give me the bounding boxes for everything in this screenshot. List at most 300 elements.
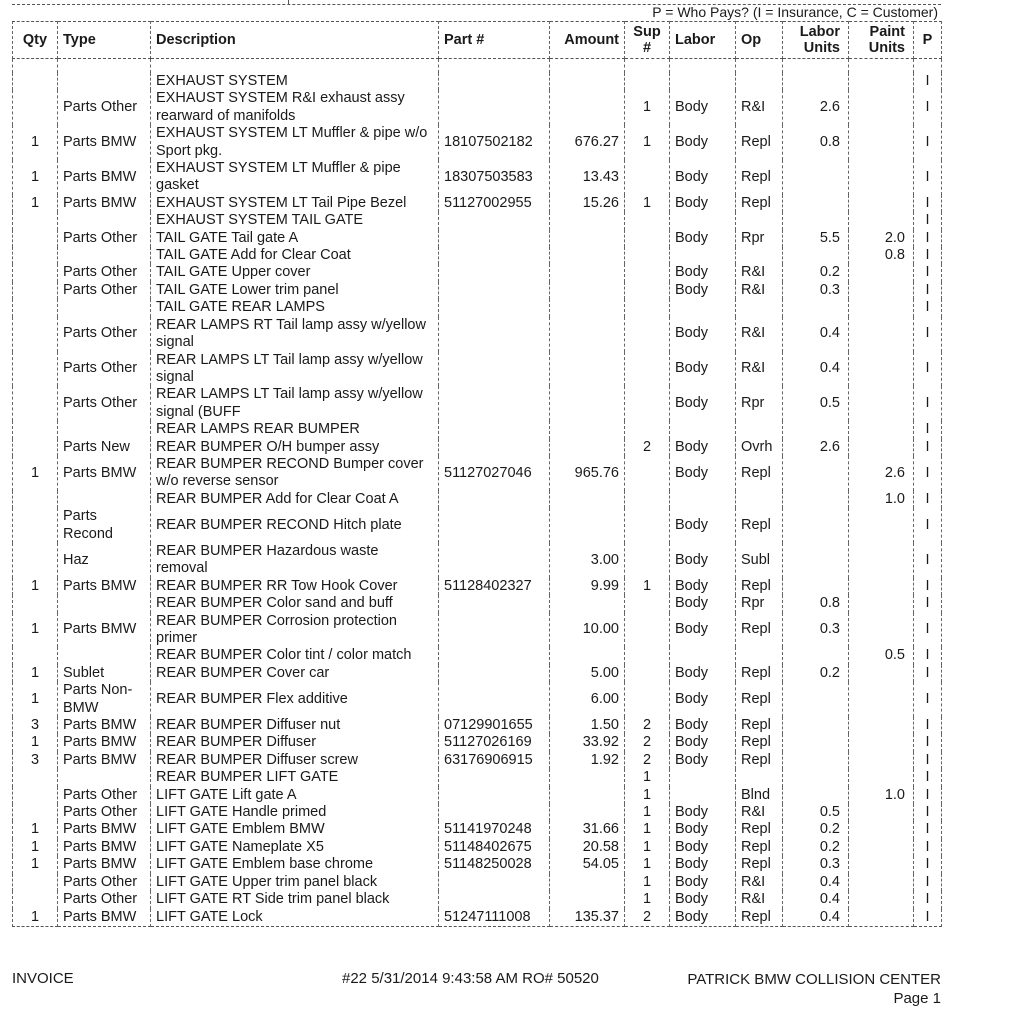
col-header-sup: Sup # — [625, 22, 670, 59]
cell-description: REAR BUMPER RECOND Hitch plate — [151, 508, 439, 543]
cell-amount: 3.00 — [550, 543, 625, 578]
cell-sup: 2 — [625, 734, 670, 751]
table-row — [13, 647, 942, 664]
cell-description: TAIL GATE Tail gate A — [151, 230, 439, 247]
table-row — [13, 909, 942, 927]
cell-amount — [550, 317, 625, 352]
cell-qty — [13, 804, 58, 821]
cell-description: REAR BUMPER O/H bumper assy — [151, 439, 439, 456]
cell-labor-units: 0.4 — [783, 909, 849, 927]
cell-qty — [13, 508, 58, 543]
table-row — [13, 752, 942, 769]
col-header-amount: Amount — [550, 22, 625, 59]
spacer-cell — [914, 59, 942, 74]
cell-qty — [13, 282, 58, 299]
cell-description: EXHAUST SYSTEM — [151, 73, 439, 90]
cell-sup — [625, 456, 670, 491]
cell-qty: 1 — [13, 456, 58, 491]
cell-type — [58, 421, 151, 438]
cell-payer: I — [914, 264, 942, 281]
cell-op — [736, 212, 783, 229]
cell-labor-units — [783, 491, 849, 508]
cell-type: Parts Other — [58, 90, 151, 125]
cell-qty: 1 — [13, 160, 58, 195]
cell-sup — [625, 73, 670, 90]
shop-name: PATRICK BMW COLLISION CENTER — [687, 971, 941, 988]
cell-type: Parts Recond — [58, 508, 151, 543]
table-row — [13, 90, 942, 125]
cell-part-number: 51127027046 — [439, 456, 550, 491]
cell-paint-units — [849, 73, 914, 90]
cell-paint-units — [849, 909, 914, 927]
cell-labor: Body — [670, 439, 736, 456]
cell-sup: 2 — [625, 752, 670, 769]
cell-part-number: 51141970248 — [439, 821, 550, 838]
cell-op: Repl — [736, 752, 783, 769]
cell-labor: Body — [670, 508, 736, 543]
cell-description: TAIL GATE Upper cover — [151, 264, 439, 281]
cell-qty: 1 — [13, 839, 58, 856]
cell-payer: I — [914, 421, 942, 438]
table-row — [13, 787, 942, 804]
cell-paint-units — [849, 439, 914, 456]
cell-part-number — [439, 595, 550, 612]
cell-description: REAR BUMPER Flex additive — [151, 682, 439, 717]
cell-part-number: 51127026169 — [439, 734, 550, 751]
cell-qty: 1 — [13, 821, 58, 838]
cell-amount — [550, 508, 625, 543]
invoice-line-items-table — [12, 21, 942, 927]
cell-paint-units — [849, 212, 914, 229]
cell-labor-units: 2.6 — [783, 90, 849, 125]
cell-amount: 1.50 — [550, 717, 625, 734]
cell-op: R&I — [736, 317, 783, 352]
cell-paint-units — [849, 90, 914, 125]
cell-type: Parts BMW — [58, 125, 151, 160]
cell-sup — [625, 212, 670, 229]
cell-paint-units — [849, 874, 914, 891]
cell-qty — [13, 212, 58, 229]
cell-qty: 1 — [13, 578, 58, 595]
cell-part-number — [439, 891, 550, 908]
cell-paint-units — [849, 613, 914, 648]
cell-labor: Body — [670, 909, 736, 927]
table-row — [13, 821, 942, 838]
cell-type: Parts Other — [58, 891, 151, 908]
cell-sup: 2 — [625, 909, 670, 927]
cell-type — [58, 647, 151, 664]
cell-type — [58, 299, 151, 316]
cell-labor-units: 0.5 — [783, 804, 849, 821]
cell-labor: Body — [670, 665, 736, 682]
cell-paint-units: 1.0 — [849, 491, 914, 508]
invoice-reference: #22 5/31/2014 9:43:58 AM RO# 50520 — [342, 970, 599, 987]
cell-description: REAR BUMPER Diffuser — [151, 734, 439, 751]
spacer-cell — [670, 59, 736, 74]
cell-op: R&I — [736, 264, 783, 281]
cell-sup — [625, 491, 670, 508]
cell-type: Parts BMW — [58, 195, 151, 212]
cell-payer: I — [914, 804, 942, 821]
cell-type: Parts BMW — [58, 613, 151, 648]
cell-paint-units — [849, 769, 914, 786]
cell-sup — [625, 264, 670, 281]
table-row — [13, 352, 942, 387]
table-row — [13, 804, 942, 821]
cell-amount: 10.00 — [550, 613, 625, 648]
cell-qty — [13, 386, 58, 421]
cell-amount — [550, 439, 625, 456]
cell-amount — [550, 595, 625, 612]
cell-type — [58, 247, 151, 264]
table-header-row — [13, 22, 942, 59]
col-header-labor-units: Labor Units — [783, 22, 849, 59]
cell-payer: I — [914, 212, 942, 229]
cell-qty: 1 — [13, 613, 58, 648]
cell-qty — [13, 247, 58, 264]
cell-part-number — [439, 682, 550, 717]
cell-labor-units: 0.3 — [783, 856, 849, 873]
cell-payer: I — [914, 769, 942, 786]
cell-paint-units: 2.0 — [849, 230, 914, 247]
cell-qty: 3 — [13, 717, 58, 734]
cell-sup — [625, 665, 670, 682]
cell-op: Repl — [736, 195, 783, 212]
cell-payer: I — [914, 352, 942, 387]
spacer-cell — [58, 59, 151, 74]
cell-paint-units — [849, 595, 914, 612]
cell-labor-units — [783, 421, 849, 438]
cell-description: LIFT GATE Upper trim panel black — [151, 874, 439, 891]
cell-labor-units — [783, 195, 849, 212]
cell-sup — [625, 230, 670, 247]
cell-part-number — [439, 769, 550, 786]
spacer-row — [13, 59, 942, 74]
col-header-type: Type — [58, 22, 151, 59]
cell-labor: Body — [670, 839, 736, 856]
cell-part-number — [439, 247, 550, 264]
cell-description: LIFT GATE RT Side trim panel black — [151, 891, 439, 908]
cell-description: REAR BUMPER Diffuser nut — [151, 717, 439, 734]
cell-labor-units: 0.4 — [783, 352, 849, 387]
cell-amount — [550, 90, 625, 125]
cell-op: Repl — [736, 456, 783, 491]
cell-description: REAR BUMPER Color tint / color match — [151, 647, 439, 664]
cell-payer: I — [914, 734, 942, 751]
cell-qty — [13, 230, 58, 247]
cell-type: Parts Other — [58, 386, 151, 421]
table-row — [13, 874, 942, 891]
cell-payer: I — [914, 160, 942, 195]
cell-labor: Body — [670, 230, 736, 247]
cell-sup: 1 — [625, 787, 670, 804]
col-header-labor: Labor — [670, 22, 736, 59]
cell-labor: Body — [670, 856, 736, 873]
cell-paint-units — [849, 856, 914, 873]
cell-labor-units: 0.2 — [783, 264, 849, 281]
spacer-cell — [783, 59, 849, 74]
cell-labor: Body — [670, 752, 736, 769]
cell-sup: 1 — [625, 90, 670, 125]
cell-part-number: 51148250028 — [439, 856, 550, 873]
cell-sup: 1 — [625, 195, 670, 212]
cell-labor: Body — [670, 352, 736, 387]
cell-paint-units — [849, 682, 914, 717]
cell-labor-units: 0.3 — [783, 613, 849, 648]
cell-type: Parts Other — [58, 317, 151, 352]
cell-amount — [550, 386, 625, 421]
cell-description: REAR BUMPER Color sand and buff — [151, 595, 439, 612]
cell-op: Repl — [736, 856, 783, 873]
cell-labor-units — [783, 752, 849, 769]
cell-payer: I — [914, 717, 942, 734]
cell-amount — [550, 491, 625, 508]
cell-payer: I — [914, 891, 942, 908]
table-row — [13, 665, 942, 682]
cell-amount: 33.92 — [550, 734, 625, 751]
cell-labor: Body — [670, 543, 736, 578]
cell-part-number — [439, 230, 550, 247]
cell-part-number: 51148402675 — [439, 839, 550, 856]
cell-amount: 13.43 — [550, 160, 625, 195]
cell-part-number: 18107502182 — [439, 125, 550, 160]
cell-description: LIFT GATE Lock — [151, 909, 439, 927]
cell-part-number — [439, 282, 550, 299]
cell-description: LIFT GATE Handle primed — [151, 804, 439, 821]
cell-amount: 965.76 — [550, 456, 625, 491]
table-row — [13, 856, 942, 873]
cell-paint-units — [849, 665, 914, 682]
cell-op — [736, 73, 783, 90]
table-row — [13, 230, 942, 247]
cell-sup: 1 — [625, 578, 670, 595]
cell-description: REAR BUMPER LIFT GATE — [151, 769, 439, 786]
cell-type: Parts BMW — [58, 909, 151, 927]
cell-paint-units — [849, 352, 914, 387]
cell-paint-units — [849, 734, 914, 751]
cell-labor-units — [783, 456, 849, 491]
cell-sup — [625, 386, 670, 421]
cell-paint-units: 0.8 — [849, 247, 914, 264]
table-row — [13, 247, 942, 264]
cell-type: Parts Other — [58, 787, 151, 804]
cell-paint-units — [849, 386, 914, 421]
cell-qty — [13, 421, 58, 438]
cell-amount: 135.37 — [550, 909, 625, 927]
cell-qty — [13, 90, 58, 125]
cell-payer: I — [914, 439, 942, 456]
cell-op: R&I — [736, 874, 783, 891]
cell-labor: Body — [670, 125, 736, 160]
cell-sup — [625, 247, 670, 264]
cell-payer: I — [914, 247, 942, 264]
cell-part-number — [439, 665, 550, 682]
cell-part-number: 51127002955 — [439, 195, 550, 212]
cell-payer: I — [914, 195, 942, 212]
cell-qty — [13, 352, 58, 387]
cell-op: Repl — [736, 160, 783, 195]
cell-labor-units — [783, 299, 849, 316]
cell-qty — [13, 317, 58, 352]
cell-qty: 1 — [13, 682, 58, 717]
cell-paint-units — [849, 421, 914, 438]
table-row — [13, 456, 942, 491]
cell-payer: I — [914, 386, 942, 421]
col-header-description: Description — [151, 22, 439, 59]
table-row — [13, 125, 942, 160]
cell-payer: I — [914, 90, 942, 125]
cell-paint-units — [849, 839, 914, 856]
cell-labor — [670, 73, 736, 90]
cell-part-number — [439, 421, 550, 438]
cell-type: Parts Other — [58, 282, 151, 299]
cell-sup — [625, 317, 670, 352]
cell-payer: I — [914, 595, 942, 612]
cell-type — [58, 769, 151, 786]
cell-type: Parts Other — [58, 874, 151, 891]
cell-part-number — [439, 787, 550, 804]
table-row — [13, 839, 942, 856]
cell-labor: Body — [670, 717, 736, 734]
table-row — [13, 508, 942, 543]
cell-type: Parts BMW — [58, 856, 151, 873]
cell-labor-units: 0.8 — [783, 595, 849, 612]
cell-sup: 1 — [625, 125, 670, 160]
cell-labor — [670, 769, 736, 786]
cell-labor: Body — [670, 613, 736, 648]
cell-part-number — [439, 804, 550, 821]
cell-part-number — [439, 352, 550, 387]
cell-op: Repl — [736, 682, 783, 717]
cell-paint-units — [849, 299, 914, 316]
cell-qty — [13, 595, 58, 612]
spacer-cell — [439, 59, 550, 74]
cell-description: LIFT GATE Emblem base chrome — [151, 856, 439, 873]
cell-labor — [670, 421, 736, 438]
cell-labor-units — [783, 212, 849, 229]
table-row — [13, 613, 942, 648]
cell-amount — [550, 73, 625, 90]
cell-labor: Body — [670, 821, 736, 838]
cell-part-number — [439, 508, 550, 543]
cell-payer: I — [914, 508, 942, 543]
cell-qty: 3 — [13, 752, 58, 769]
cell-labor — [670, 212, 736, 229]
cell-amount — [550, 247, 625, 264]
cell-op: Ovrh — [736, 439, 783, 456]
cell-labor-units — [783, 160, 849, 195]
cell-labor: Body — [670, 317, 736, 352]
cell-sup: 1 — [625, 769, 670, 786]
cell-op: Blnd — [736, 787, 783, 804]
table-row — [13, 212, 942, 229]
cell-part-number — [439, 874, 550, 891]
cell-amount: 31.66 — [550, 821, 625, 838]
cell-description: LIFT GATE Emblem BMW — [151, 821, 439, 838]
cell-type: Parts Other — [58, 352, 151, 387]
cell-op: Rpr — [736, 386, 783, 421]
payer-legend: P = Who Pays? (I = Insurance, C = Customer) — [652, 4, 938, 20]
table-row — [13, 160, 942, 195]
cell-labor-units: 0.4 — [783, 874, 849, 891]
cell-sup — [625, 613, 670, 648]
cell-type: Parts Other — [58, 230, 151, 247]
cell-description: LIFT GATE Nameplate X5 — [151, 839, 439, 856]
table-row — [13, 543, 942, 578]
cell-qty — [13, 491, 58, 508]
cell-paint-units — [849, 543, 914, 578]
cell-description: EXHAUST SYSTEM R&I exhaust assy rearward of manifolds — [151, 90, 439, 125]
cell-sup — [625, 421, 670, 438]
cell-op: R&I — [736, 90, 783, 125]
cell-sup: 1 — [625, 804, 670, 821]
cell-labor: Body — [670, 160, 736, 195]
cell-part-number — [439, 264, 550, 281]
cell-part-number — [439, 613, 550, 648]
cell-paint-units — [849, 717, 914, 734]
spacer-cell — [151, 59, 439, 74]
cell-part-number — [439, 212, 550, 229]
cell-qty — [13, 891, 58, 908]
table-row — [13, 264, 942, 281]
cell-sup — [625, 508, 670, 543]
cell-sup — [625, 595, 670, 612]
cell-labor: Body — [670, 578, 736, 595]
cell-paint-units — [849, 804, 914, 821]
cell-labor: Body — [670, 195, 736, 212]
table-row — [13, 73, 942, 90]
cell-payer: I — [914, 613, 942, 648]
cell-labor-units — [783, 247, 849, 264]
cell-type — [58, 212, 151, 229]
cell-qty: 1 — [13, 734, 58, 751]
cell-part-number — [439, 647, 550, 664]
cell-qty: 1 — [13, 909, 58, 927]
cell-sup: 1 — [625, 839, 670, 856]
cell-payer: I — [914, 909, 942, 927]
cell-type: Parts New — [58, 439, 151, 456]
cell-labor — [670, 299, 736, 316]
cell-payer: I — [914, 752, 942, 769]
cell-type: Parts BMW — [58, 734, 151, 751]
cell-paint-units — [849, 891, 914, 908]
cell-labor: Body — [670, 734, 736, 751]
cell-type — [58, 595, 151, 612]
cell-qty: 1 — [13, 125, 58, 160]
cell-payer: I — [914, 125, 942, 160]
cell-description: REAR BUMPER RECOND Bumper cover w/o reverse sensor — [151, 456, 439, 491]
cell-description: REAR LAMPS REAR BUMPER — [151, 421, 439, 438]
cell-amount — [550, 874, 625, 891]
cell-sup — [625, 682, 670, 717]
cell-labor: Body — [670, 386, 736, 421]
cell-part-number: 18307503583 — [439, 160, 550, 195]
cell-payer: I — [914, 230, 942, 247]
cell-labor-units: 0.4 — [783, 317, 849, 352]
cell-op: Repl — [736, 665, 783, 682]
cell-description: REAR LAMPS RT Tail lamp assy w/yellow signal — [151, 317, 439, 352]
cell-description: REAR LAMPS LT Tail lamp assy w/yellow signal — [151, 352, 439, 387]
cell-description: TAIL GATE Add for Clear Coat — [151, 247, 439, 264]
table-row — [13, 891, 942, 908]
cell-description: EXHAUST SYSTEM LT Muffler & pipe w/o Sport pkg. — [151, 125, 439, 160]
cell-sup — [625, 282, 670, 299]
table-row — [13, 717, 942, 734]
cell-labor-units — [783, 543, 849, 578]
cell-op: Repl — [736, 821, 783, 838]
cell-amount — [550, 647, 625, 664]
cell-paint-units — [849, 317, 914, 352]
